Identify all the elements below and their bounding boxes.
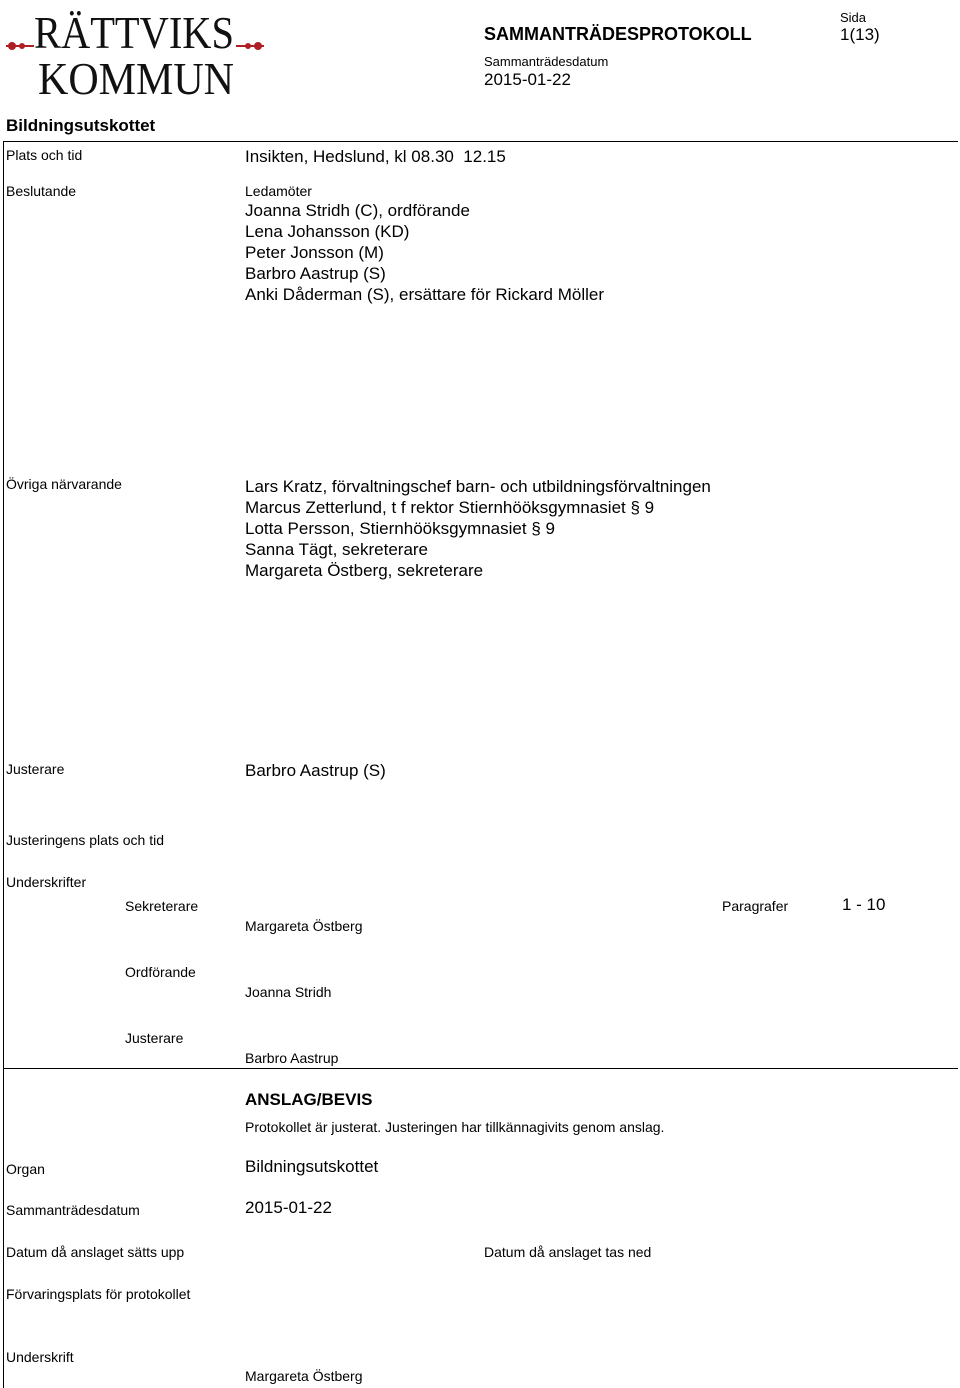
meeting-date: 2015-01-22 bbox=[484, 70, 571, 89]
page-label: Sida bbox=[840, 10, 867, 25]
member-item: Lena Johansson (KD) bbox=[245, 222, 410, 241]
others-list bbox=[245, 476, 711, 581]
place-label: Plats och tid bbox=[6, 147, 83, 163]
member-item: Anki Dåderman (S), ersättare för Rickard Möller bbox=[245, 285, 605, 304]
logo-text-top: RÄTTVIKS bbox=[34, 7, 234, 58]
removed-date-label: Datum då anslaget tas ned bbox=[484, 1244, 652, 1260]
header-rule bbox=[4, 141, 958, 142]
adjust-place-label: Justeringens plats och tid bbox=[6, 832, 164, 848]
deciding-label: Beslutande bbox=[6, 183, 77, 199]
paragraphs-value: 1 - 10 bbox=[842, 895, 886, 914]
secretary-name: Margareta Östberg bbox=[245, 918, 363, 934]
attendee-item: Marcus Zetterlund, t f rektor Stiernhööksgymnasiet § 9 bbox=[245, 498, 655, 517]
logo-left-ornament bbox=[6, 42, 34, 50]
member-item: Joanna Stridh (C), ordförande bbox=[245, 201, 470, 220]
members-list bbox=[245, 200, 604, 305]
notice-signature-name: Margareta Östberg bbox=[245, 1368, 363, 1384]
chair-name: Joanna Stridh bbox=[245, 984, 332, 1000]
notice-title: ANSLAG/BEVIS bbox=[245, 1090, 373, 1109]
attendee-item: Margareta Östberg, sekreterare bbox=[245, 561, 484, 580]
signature-adjuster-name: Barbro Aastrup bbox=[245, 1050, 339, 1066]
others-label: Övriga närvarande bbox=[6, 476, 122, 492]
attendee-item: Lars Kratz, förvaltningschef barn- och utbildningsförvaltningen bbox=[245, 477, 711, 496]
notice-date-label: Sammanträdesdatum bbox=[6, 1202, 140, 1218]
posted-date-label: Datum då anslaget sätts upp bbox=[6, 1244, 185, 1260]
paragraphs-label: Paragrafer bbox=[722, 898, 789, 914]
place-value: Insikten, Hedslund, kl 08.30 12.15 bbox=[245, 147, 506, 166]
notice-signature-label: Underskrift bbox=[6, 1349, 74, 1365]
notice-rule bbox=[4, 1068, 958, 1069]
signatures-heading: Underskrifter bbox=[6, 874, 87, 890]
attendee-item: Lotta Persson, Stiernhööksgymnasiet § 9 bbox=[245, 519, 555, 538]
left-border bbox=[3, 141, 4, 1388]
secretary-label: Sekreterare bbox=[125, 898, 199, 914]
member-item: Barbro Aastrup (S) bbox=[245, 264, 386, 283]
attendee-item: Sanna Tägt, sekreterare bbox=[245, 540, 429, 559]
doc-title: SAMMANTRÄDESPROTOKOLL bbox=[484, 24, 752, 44]
page-number: 1(13) bbox=[840, 25, 880, 44]
notice-text: Protokollet är justerat. Justeringen har tillkännagivits genom anslag. bbox=[245, 1119, 665, 1135]
date-label: Sammanträdesdatum bbox=[484, 54, 609, 69]
logo-text-bottom: KOMMUN bbox=[38, 53, 234, 98]
chair-label: Ordförande bbox=[125, 964, 196, 980]
member-item: Peter Jonsson (M) bbox=[245, 243, 384, 262]
members-heading: Ledamöter bbox=[245, 183, 312, 199]
adjuster-label: Justerare bbox=[6, 761, 65, 777]
organ-value: Bildningsutskottet bbox=[245, 1157, 379, 1176]
committee-title: Bildningsutskottet bbox=[6, 116, 156, 135]
rattviks-kommun-logo bbox=[4, 2, 266, 98]
organ-label: Organ bbox=[6, 1161, 45, 1177]
signature-adjuster-label: Justerare bbox=[125, 1030, 184, 1046]
notice-date-value: 2015-01-22 bbox=[245, 1198, 332, 1217]
adjuster-value: Barbro Aastrup (S) bbox=[245, 761, 386, 780]
logo-right-ornament bbox=[236, 42, 264, 50]
storage-label: Förvaringsplats för protokollet bbox=[6, 1286, 191, 1302]
